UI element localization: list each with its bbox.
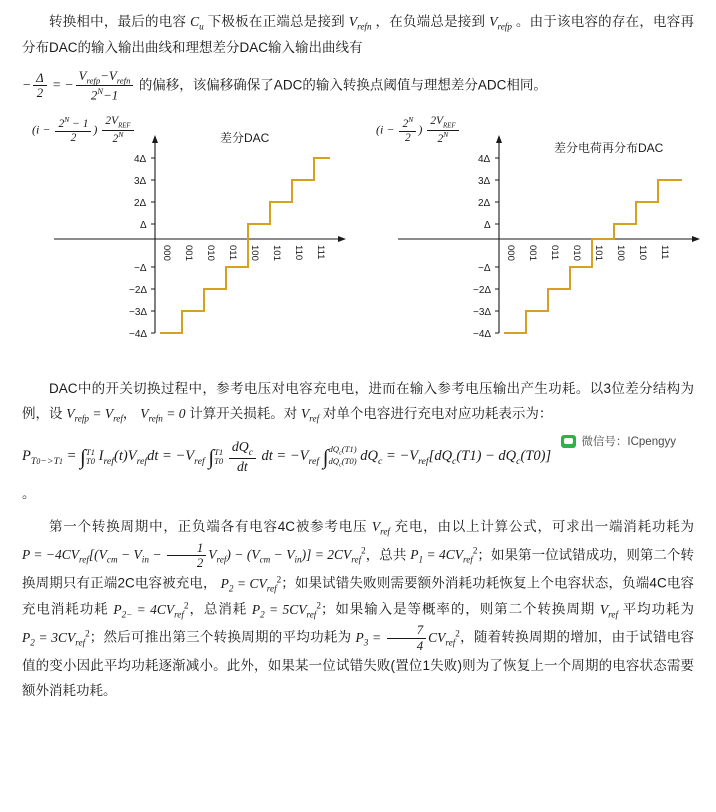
- chart-right-y-expression: (i − $\frac{2^N}{2}$ ) $\frac{2V_{REF}}{2^N}$: [376, 115, 461, 146]
- svg-text:4Δ: 4Δ: [478, 154, 491, 166]
- equation-p1-derivation: $P = -4CV_{ref}[(V_{cm} - V_{in}$ − $\frac{1}{2}$ $V_{ref}) - (V_{cm} - V_{in})] = 2CV_{ref}^2$: [22, 540, 366, 571]
- symbol-vref-2: $V_{ref}$: [371, 518, 390, 537]
- svg-text:Δ: Δ: [484, 220, 491, 232]
- p3-text-d: ；如果第一位试错成功，则第二个转换周期只有正端2C电容被充电，: [22, 546, 694, 591]
- p1-text-d: 。由于该电容的存在，电容再分布DAC的输入输出曲线和理想差分DAC输入输出曲线有: [22, 14, 694, 55]
- svg-text:100: 100: [249, 245, 260, 262]
- svg-text:3Δ: 3Δ: [134, 176, 147, 188]
- p3-text-h: 平均功耗为: [622, 601, 694, 617]
- symbol-vrefn: $V_{refn}$: [348, 14, 372, 32]
- svg-text:000: 000: [505, 245, 516, 262]
- p3-text-f: ，总消耗: [188, 601, 248, 617]
- symbol-vrefn-eq-zero: $V_{refn} = 0$: [140, 406, 186, 424]
- svg-text:110: 110: [293, 245, 304, 261]
- equation-p2-minus: $P_{2-} = 4CV_{ref}^2$: [113, 600, 189, 620]
- svg-text:Δ: Δ: [140, 220, 147, 232]
- p1-text-b: 下极板在正端总是接到: [207, 14, 345, 29]
- p2-text-c: 计算开关损耗。对: [189, 406, 298, 422]
- chart-left-y-expression: (i − $\frac{2^N - 1}{2}$ ) $\frac{2V_{REF}}{2^N}$: [32, 115, 136, 146]
- paragraph-1: [22, 10, 694, 61]
- svg-text:−3Δ: −3Δ: [129, 307, 148, 319]
- svg-text:010: 010: [571, 245, 582, 262]
- equation-power: $P_{T0->T1} = \int T1$ T0 $I_{ref}(t)V_{ref}dt = -V_{ref}$ ∫T1 T0 $\frac{dQ_c}{dt}$ dt = $-V_{ref}$ $\int dQ_c(T1)$ $dQ_c(T0) dQ_c = -V_{ref}[dQ_c(T1) - dQ_c(T0)]$: [22, 438, 552, 475]
- p1-text-c: ，在负端总是接到: [375, 14, 486, 29]
- chart-left-svg: [30, 111, 360, 361]
- chart-left-title: 差分DAC: [220, 131, 270, 146]
- svg-text:2Δ: 2Δ: [134, 198, 147, 210]
- svg-text:−2Δ: −2Δ: [473, 285, 492, 297]
- p2-text-d: 对单个电容进行充电对应功耗表示为：: [322, 406, 553, 422]
- equation-p2-success: $P_2 = CV_{ref}^2$: [220, 574, 282, 594]
- offset-equation: − $\frac{\Delta}{2}$ = − $\frac{V_{refp}-V_{refn}}{2^N-1}$: [22, 77, 139, 92]
- svg-text:011: 011: [227, 245, 238, 261]
- wechat-icon: [561, 435, 576, 448]
- chart-differential-charge-redistribution-dac: [374, 111, 704, 361]
- svg-text:101: 101: [593, 245, 604, 262]
- p3-text-c: ，总共: [365, 546, 407, 562]
- svg-text:010: 010: [205, 245, 216, 262]
- p3-text-i: ；然后可推出第三个转换周期的平均功耗为: [89, 629, 352, 645]
- p3-text-g: ；如果输入是等概率的，则第二个转换周期: [320, 601, 596, 617]
- svg-text:−Δ: −Δ: [134, 263, 147, 275]
- symbol-cu: $C_u$: [190, 14, 204, 32]
- svg-text:−4Δ: −4Δ: [473, 329, 492, 341]
- svg-text:001: 001: [183, 245, 194, 262]
- svg-text:111: 111: [659, 245, 670, 260]
- svg-text:2Δ: 2Δ: [478, 198, 491, 210]
- equation-p3-average: $P_3$ = $\frac{7}{4}$ $CV_{ref}^2$: [355, 623, 460, 654]
- svg-text:−4Δ: −4Δ: [129, 329, 148, 341]
- svg-text:011: 011: [549, 245, 560, 261]
- p3-text-a: 第一个转换周期中，正负端各有电容4C被参考电压: [49, 518, 368, 534]
- svg-text:−2Δ: −2Δ: [129, 285, 148, 297]
- offset-equation-line: [22, 69, 694, 104]
- p3-text-e: ；如果试错失败则需要额外消耗功耗恢复上个电容状态，负端4C电容充电消耗功耗: [22, 575, 694, 617]
- p3-text-b: 充电，由以上计算公式，可求出一端消耗功耗为: [394, 518, 694, 534]
- svg-text:000: 000: [161, 245, 172, 262]
- watermark-label: 微信号：ICpengyy: [581, 436, 676, 449]
- p2-text-b: ，: [122, 406, 137, 422]
- svg-text:110: 110: [637, 245, 648, 261]
- watermark: [561, 433, 676, 449]
- equation-p1: $P_1 = 4CV_{ref}^2$: [410, 545, 478, 565]
- equation-p2-total: $P_2 = 5CV_{ref}^2$: [251, 600, 321, 620]
- p1-text-e: 的偏移，该偏移确保了ADC的输入转换点阈值与理想差分ADC相同。: [138, 77, 547, 93]
- paragraph-2: [22, 377, 694, 428]
- svg-text:111: 111: [315, 245, 326, 260]
- svg-text:101: 101: [271, 245, 282, 262]
- symbol-vrefp-eq-vref: $V_{refp} = V_{ref}$: [66, 406, 123, 424]
- svg-text:001: 001: [527, 245, 538, 262]
- svg-text:100: 100: [615, 245, 626, 262]
- svg-text:−Δ: −Δ: [478, 263, 491, 275]
- chart-differential-dac: [30, 111, 360, 361]
- paragraph-2-end: 。: [22, 485, 36, 501]
- chart-right-title: 差分电荷再分布DAC: [554, 141, 664, 156]
- svg-text:4Δ: 4Δ: [134, 154, 147, 166]
- paragraph-3: [22, 515, 694, 704]
- p1-text-a: 转换相中，最后的电容: [49, 14, 187, 29]
- p2-text-a: DAC中的开关切换过程中，参考电压对电容充电电，进而在输入参考电压输出产生功耗。以3位差分结构为例，设: [22, 381, 694, 422]
- symbol-vrefp: $V_{refp}$: [489, 14, 512, 32]
- symbol-vref-3: $V_{ref}$: [599, 601, 619, 620]
- equation-p2-average: $P_2 = 3CV_{ref}^2$: [22, 628, 90, 648]
- svg-text:−3Δ: −3Δ: [473, 307, 492, 319]
- p3-text-j: ，随着转换周期的增加，由于试错电容值的变小因此平均功耗逐渐减小。此外，如果某一位试错失败(置位1失败)则为了恢复上一个周期的电容状态需要额外消耗功耗。: [22, 629, 694, 698]
- svg-text:3Δ: 3Δ: [478, 176, 491, 188]
- symbol-vref: $V_{ref}$: [301, 406, 320, 424]
